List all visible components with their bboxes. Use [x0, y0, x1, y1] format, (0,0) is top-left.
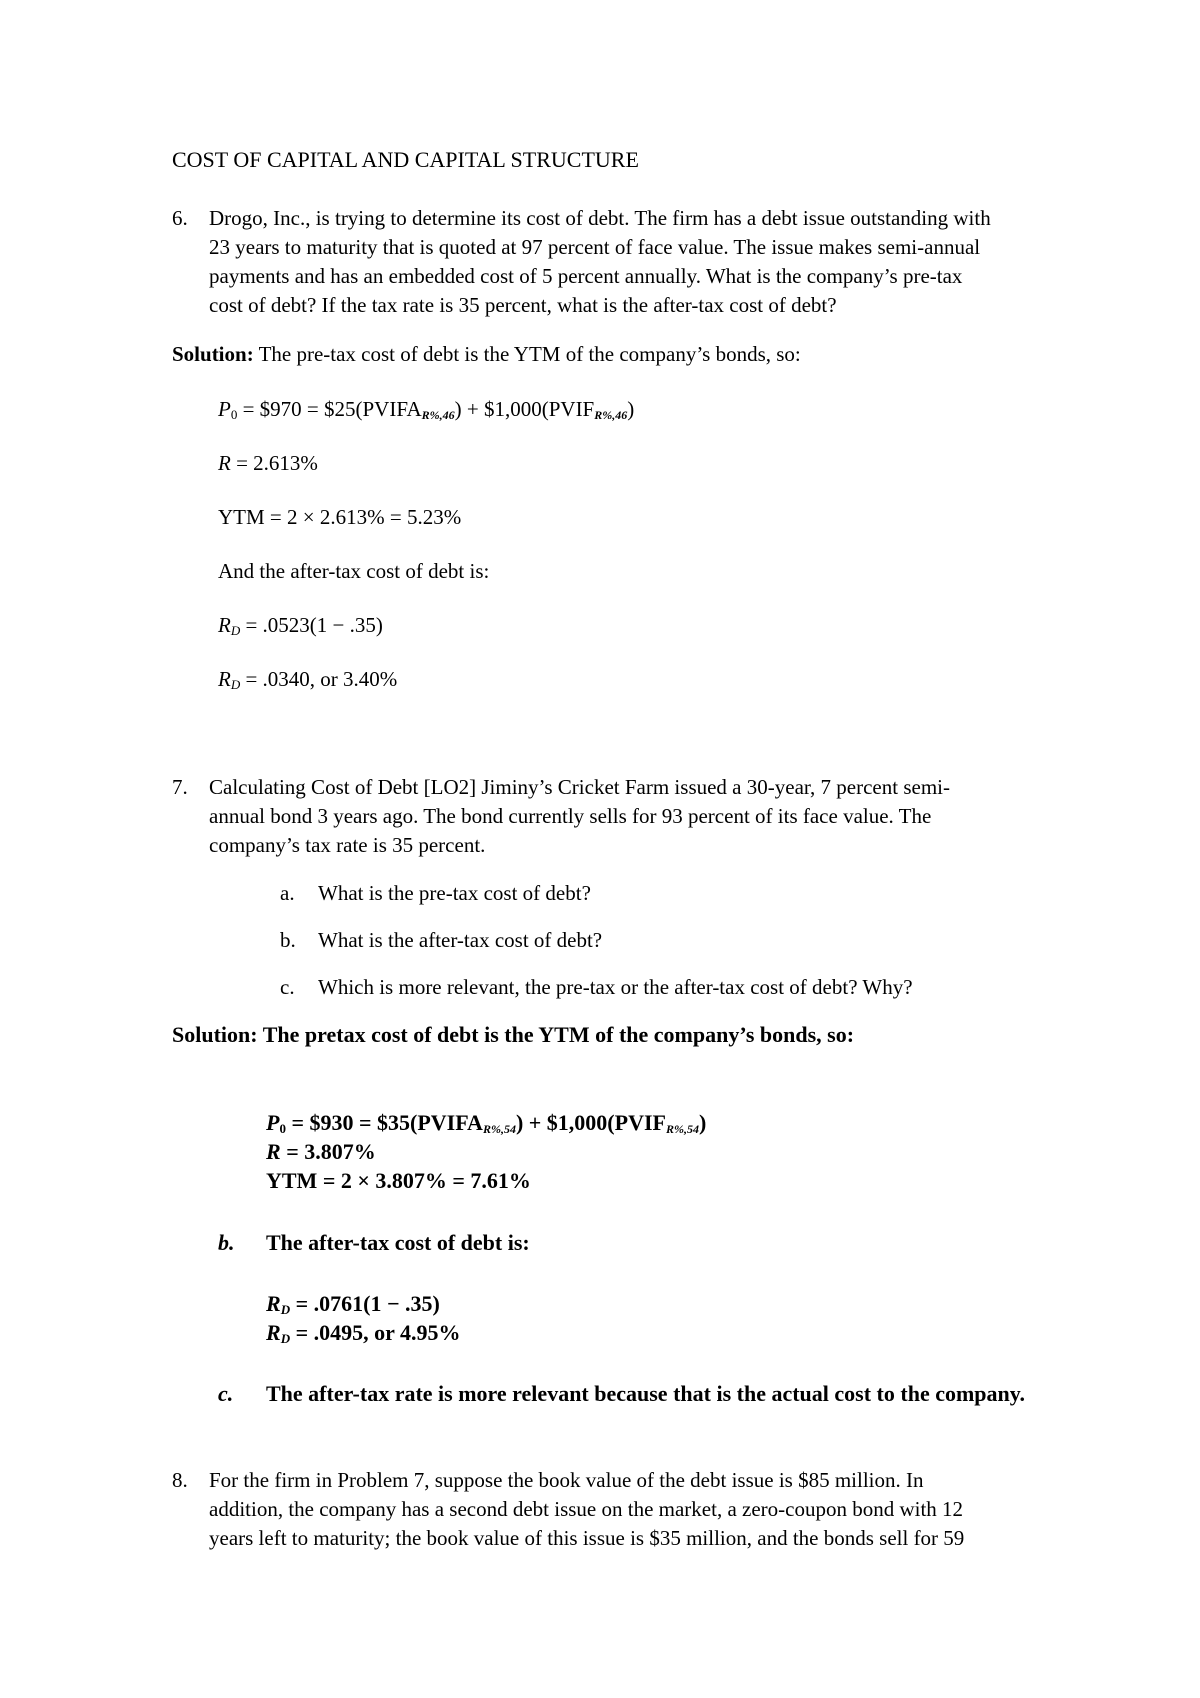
eq-text: )	[698, 1110, 707, 1135]
q7-item-text: What is the pre-tax cost of debt?	[318, 881, 591, 905]
q7-item-text: What is the after-tax cost of debt?	[318, 928, 603, 952]
q6-line: cost of debt? If the tax rate is 35 percent, what is the after-tax cost of debt?	[209, 293, 837, 317]
q7-solution	[172, 1021, 854, 1049]
q6-number: 6.	[172, 206, 188, 230]
subscript: R%,46	[421, 408, 455, 422]
var-r: R	[266, 1291, 281, 1316]
eq-text: = .0761(1 − .35)	[290, 1291, 440, 1316]
q7-line: annual bond 3 years ago. The bond currently sells for 93 percent of its face value. The	[209, 804, 932, 828]
eq-text: = 3.807%	[280, 1139, 376, 1164]
eq-text: = 2.613%	[230, 451, 318, 475]
page-title: COST OF CAPITAL AND CAPITAL STRUCTURE	[172, 147, 639, 172]
q7-part-c-label: c.	[218, 1381, 234, 1406]
q6-equation-price	[218, 395, 634, 423]
eq-text: = .0523(1 − .35)	[240, 613, 383, 637]
q7-equation-price	[266, 1109, 706, 1137]
q6-equation-r	[218, 449, 318, 477]
eq-text: ) + $1,000(PVIF	[454, 397, 595, 421]
q7-equation-r	[266, 1138, 376, 1166]
subscript: D	[230, 623, 241, 638]
var-r: R	[218, 451, 231, 475]
q7-part-c-text: The after-tax rate is more relevant because that is the actual cost to the company.	[266, 1381, 1026, 1406]
subscript: D	[230, 677, 241, 692]
q6-line: Drogo, Inc., is trying to determine its cost of debt. The firm has a debt issue outstanding with	[209, 206, 991, 230]
eq-text: = $930 = $35(PVIFA	[285, 1110, 483, 1135]
var-r: R	[266, 1320, 281, 1345]
q7-equation-rd-result	[266, 1319, 460, 1347]
eq-text: = $970 = $25(PVIFA	[237, 397, 422, 421]
q6-line: 23 years to maturity that is quoted at 97 percent of face value. The issue makes semi-annual	[209, 235, 981, 259]
q7-number: 7.	[172, 775, 188, 799]
subscript: R%,54	[665, 1122, 699, 1136]
q6-line: payments and has an embedded cost of 5 percent annually. What is the company’s pre-tax	[209, 264, 963, 288]
solution-text: The pretax cost of debt is the YTM of the company’s bonds, so:	[257, 1022, 855, 1047]
subscript: R%,54	[482, 1122, 516, 1136]
q8-line: For the firm in Problem 7, suppose the book value of the debt issue is $85 million. In	[209, 1468, 924, 1492]
q7-item-label: a.	[280, 881, 295, 905]
var-r: R	[218, 613, 231, 637]
q7-item-text: Which is more relevant, the pre-tax or the after-tax cost of debt? Why?	[318, 975, 913, 999]
q6-aftertax-intro: And the after-tax cost of debt is:	[218, 559, 490, 583]
q7-part-b-text: The after-tax cost of debt is:	[266, 1230, 530, 1255]
eq-text: )	[627, 397, 635, 421]
q7-item-label: b.	[280, 928, 296, 952]
var-r: R	[218, 667, 231, 691]
q7-part-b-label: b.	[218, 1230, 235, 1255]
var-p: P	[218, 397, 231, 421]
q7-equation-ytm: YTM = 2 × 3.807% = 7.61%	[266, 1168, 531, 1193]
q6-equation-rd-result	[218, 665, 397, 693]
solution-text: The pre-tax cost of debt is the YTM of the company’s bonds, so:	[253, 342, 801, 366]
subscript: 0	[279, 1121, 286, 1136]
q6-equation-rd	[218, 611, 383, 639]
eq-text: ) + $1,000(PVIF	[515, 1110, 666, 1135]
q8-line: years left to maturity; the book value of this issue is $35 million, and the bonds sell for 59	[209, 1526, 965, 1550]
var-r: R	[266, 1139, 281, 1164]
eq-text: = .0340, or 3.40%	[240, 667, 398, 691]
q7-line: Calculating Cost of Debt [LO2] Jiminy’s Cricket Farm issued a 30-year, 7 percent semi-	[209, 775, 950, 799]
q7-line: company’s tax rate is 35 percent.	[209, 833, 486, 857]
q6-equation-ytm: YTM = 2 × 2.613% = 5.23%	[218, 505, 462, 529]
q6-solution	[172, 340, 801, 368]
q8-number: 8.	[172, 1468, 188, 1492]
subscript: 0	[230, 407, 238, 422]
solution-label: Solution:	[172, 342, 254, 366]
var-p: P	[266, 1110, 280, 1135]
eq-text: = .0495, or 4.95%	[290, 1320, 461, 1345]
q7-item-label: c.	[280, 975, 295, 999]
subscript: D	[280, 1331, 291, 1346]
solution-label: Solution:	[172, 1022, 258, 1047]
q7-equation-rd	[266, 1290, 440, 1318]
subscript: D	[280, 1302, 291, 1317]
subscript: R%,46	[594, 408, 628, 422]
q8-line: addition, the company has a second debt issue on the market, a zero-coupon bond with 12	[209, 1497, 964, 1521]
